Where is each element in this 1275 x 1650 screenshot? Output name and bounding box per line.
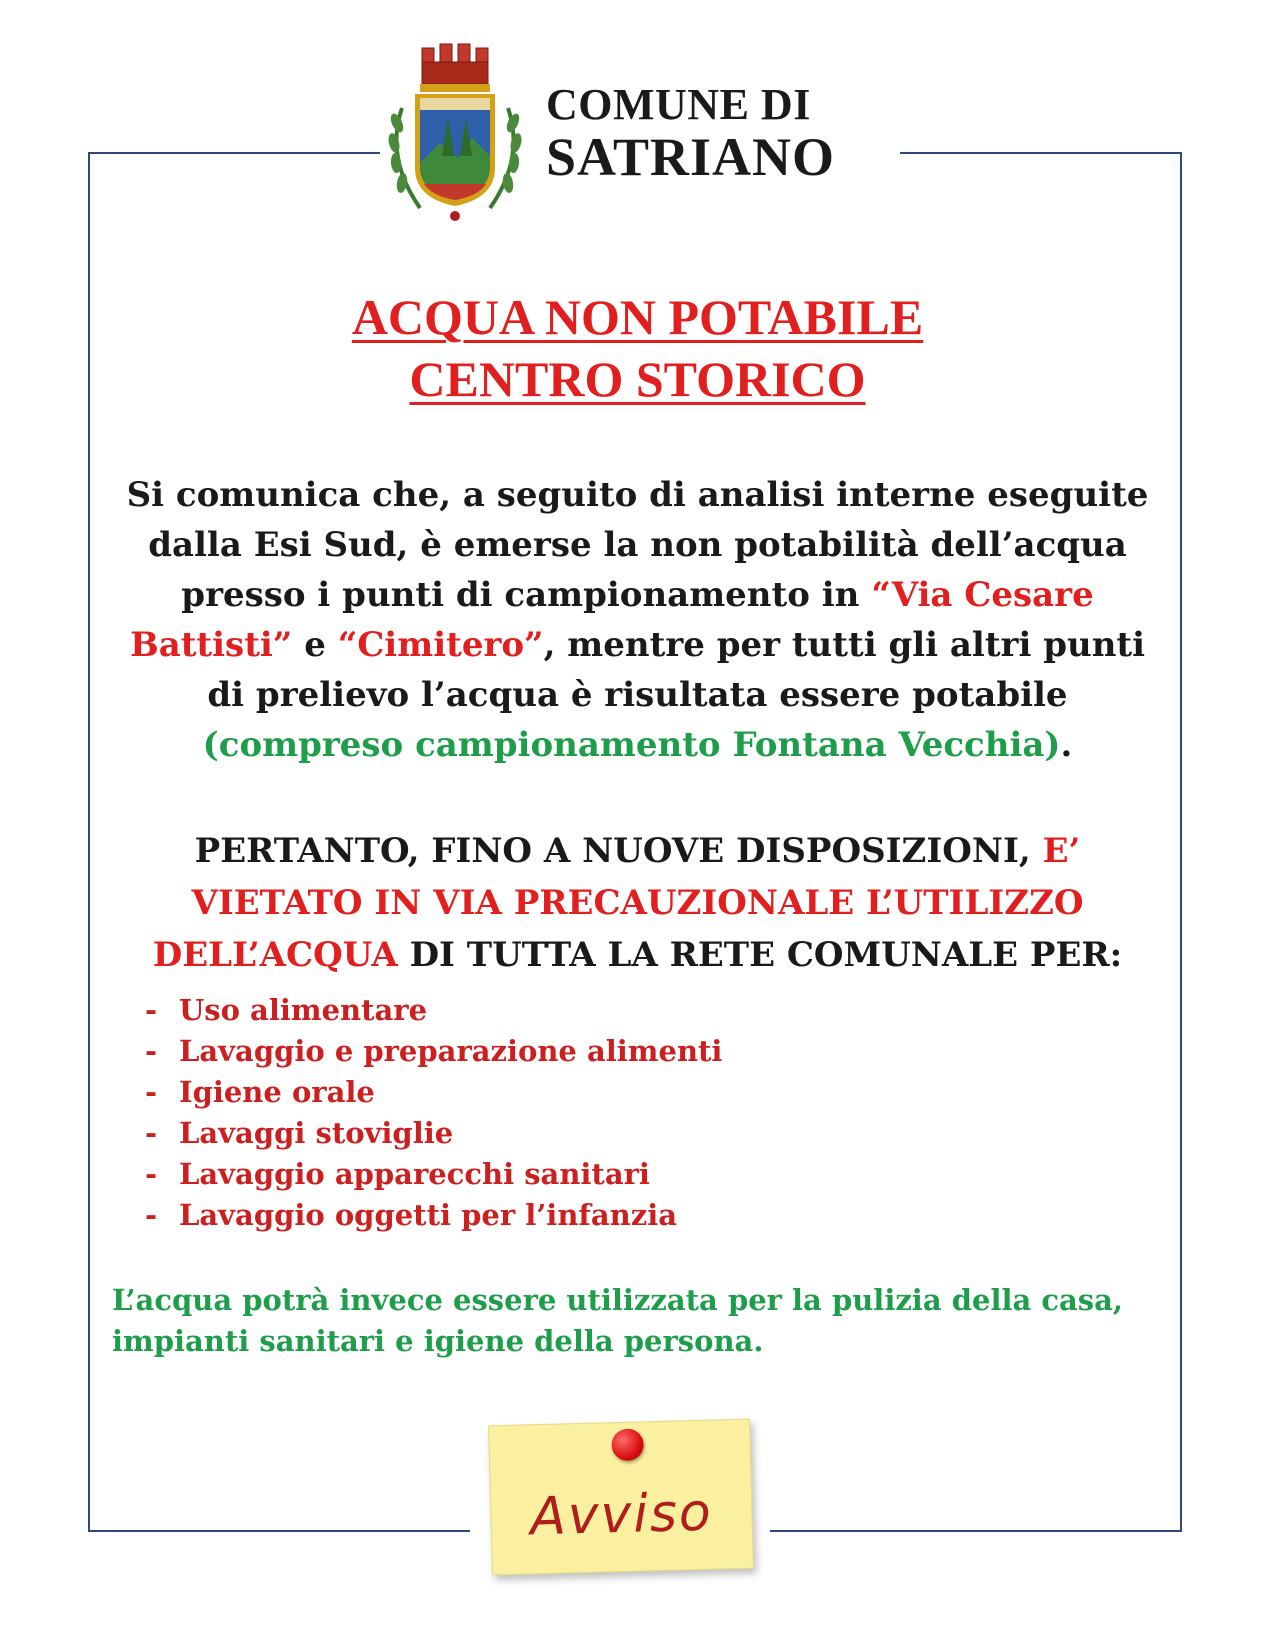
allowed-uses-note [112, 1280, 1172, 1362]
list-item-text: Igiene orale [179, 1075, 375, 1109]
decree-line [110, 929, 1165, 981]
body-text-span: , mentre per tutti gli altri punti [543, 625, 1146, 665]
list-dash: - [145, 1198, 158, 1232]
decree-line [110, 825, 1165, 877]
decree-text: DI TUTTA LA RETE COMUNALE PER: [397, 935, 1123, 975]
notice-body [110, 470, 1165, 770]
location-cimitero: “Cimitero” [337, 625, 544, 665]
sticky-note-label: Avviso [529, 1482, 714, 1548]
notice-title [0, 286, 1275, 410]
comune-name: SATRIANO [546, 127, 836, 187]
sticky-note-area [470, 1400, 770, 1600]
list-dash: - [145, 1116, 158, 1150]
list-item [145, 1154, 722, 1195]
note-line: impianti sanitari e igiene della persona. [112, 1324, 764, 1358]
decree-highlight: E’ [1042, 831, 1081, 871]
fontana-vecchia-note: (compreso campionamento Fontana Vecchia) [202, 725, 1061, 765]
location-battisti: Battisti” [129, 625, 293, 665]
body-text-span: . [1060, 725, 1073, 765]
body-line [110, 570, 1165, 620]
list-item [145, 990, 722, 1031]
comune-label: COMUNE DI [546, 80, 811, 129]
coat-of-arms-icon [380, 38, 530, 228]
header [380, 38, 900, 228]
decree [110, 825, 1165, 981]
body-line: dalla Esi Sud, è emerse la non potabilità dell’acqua [148, 525, 1127, 565]
body-line: di prelievo l’acqua è risultata essere potabile [207, 675, 1068, 715]
pushpin-icon [611, 1428, 644, 1461]
title-line-2: CENTRO STORICO [409, 351, 866, 407]
list-item [145, 1113, 722, 1154]
list-item [145, 1195, 722, 1236]
list-dash: - [145, 1157, 158, 1191]
decree-text: PERTANTO, FINO A NUOVE DISPOSIZIONI, [194, 831, 1043, 871]
note-line: L’acqua potrà invece essere utilizzata per la pulizia della casa, [112, 1283, 1124, 1317]
body-line: Si comunica che, a seguito di analisi interne eseguite [126, 475, 1149, 515]
body-text-span: presso i punti di campionamento in [181, 575, 872, 615]
body-text-span: e [292, 625, 338, 665]
list-item-text: Lavaggio e preparazione alimenti [179, 1034, 723, 1068]
sticky-note [488, 1419, 754, 1576]
list-dash: - [145, 1075, 158, 1109]
list-item [145, 1031, 722, 1072]
decree-highlight: DELL’ACQUA [152, 935, 398, 975]
location-via-cesare: “Via Cesare [871, 575, 1094, 615]
body-line [110, 720, 1165, 770]
prohibited-uses-list [145, 990, 722, 1236]
list-dash: - [145, 1034, 158, 1068]
body-line [110, 620, 1165, 670]
decree-line: VIETATO IN VIA PRECAUZIONALE L’UTILIZZO [191, 883, 1084, 923]
list-item [145, 1072, 722, 1113]
list-item-text: Lavaggio apparecchi sanitari [179, 1157, 650, 1191]
list-item-text: Lavaggio oggetti per l’infanzia [179, 1198, 678, 1232]
list-dash: - [145, 993, 158, 1027]
list-item-text: Lavaggi stoviglie [179, 1116, 454, 1150]
list-item-text: Uso alimentare [179, 993, 428, 1027]
title-line-1: ACQUA NON POTABILE [351, 289, 924, 345]
